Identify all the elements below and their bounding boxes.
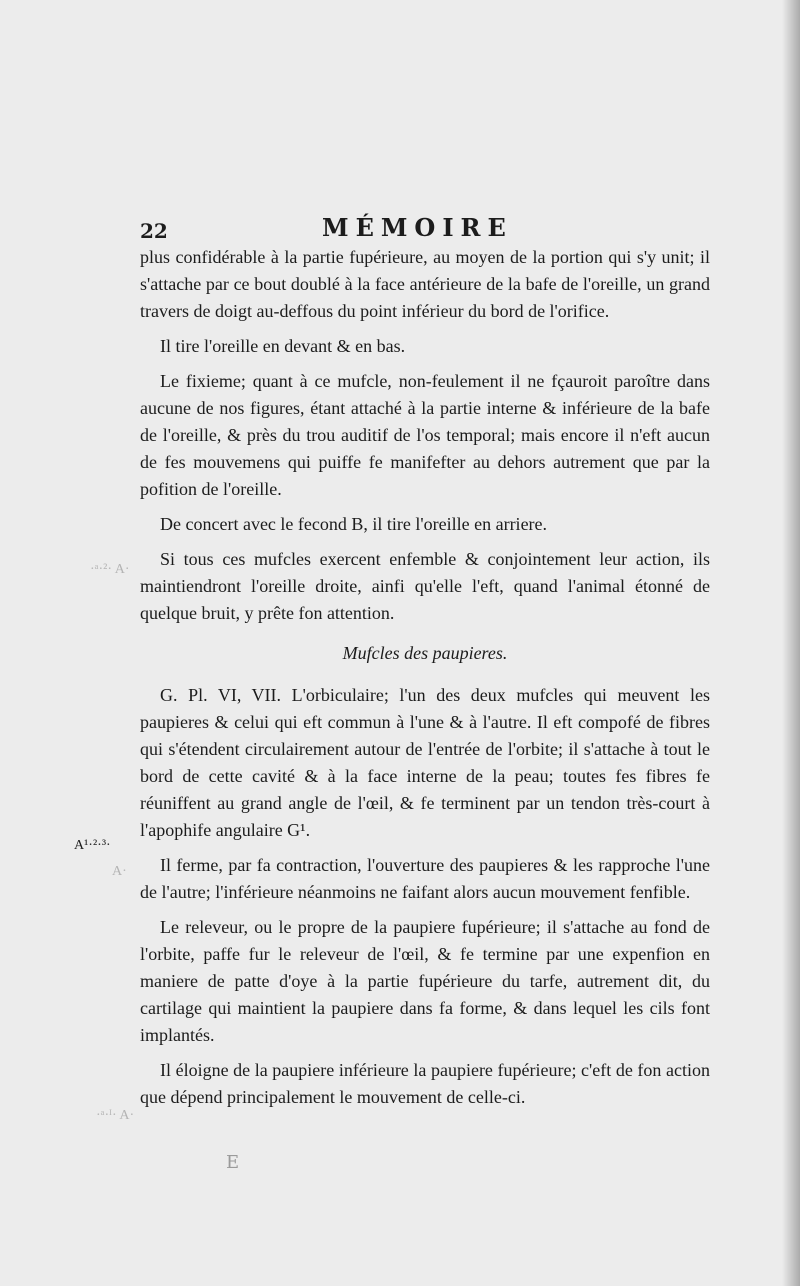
paragraph-6: G. Pl. VI, VII. L'orbiculaire; l'un des deux mufcles qui meuvent les paupieres & celui qui eft commun à l'une & à l'autre. Il eft compofé de fibres qui s'étendent circulairement autour de l'entrée de l'orbite; il s'attache à tout le bord de cette cavité & à la face interne de la peau; toutes fes fibres fe réuniffent au grand angle de l'œil, & fe terminent par un tendon très-court à l'apophife angulaire G¹. bbox=[140, 685, 710, 840]
margin-note-faint-1: ·ᵃ·²· A· bbox=[90, 562, 130, 577]
paragraph-8: Le releveur, ou le propre de la paupiere fupérieure; il s'attache au fond de l'orbite, paffe fur le releveur de l'œil, & fe termine par une expenfion en maniere de patte d'oye à la partie fupérieure du tarfe, autrement dit, du cartilage qui maintient la paupiere dans fa forme, & dans lequel les cils font implantés. bbox=[140, 917, 710, 1045]
paragraph-2: Il tire l'oreille en devant & en bas. bbox=[160, 336, 406, 356]
margin-note-faint-3: ·ᵃ·ᴵ· A· bbox=[96, 1108, 135, 1123]
signature-mark: E bbox=[226, 1152, 240, 1173]
paragraph-4: De concert avec le fecond B, il tire l'oreille en arriere. bbox=[160, 514, 548, 534]
paragraph-5: Si tous ces mufcles exercent enfemble & conjointement leur action, ils maintiendront l'oreille droite, ainfi qu'elle l'eft, quand l'animal étonné de quelque bruit, y prête fon attention. bbox=[140, 549, 710, 623]
section-title: Mufcles des paupieres. bbox=[342, 643, 508, 663]
paragraph-9: Il éloigne de la paupiere inférieure la paupiere fupérieure; c'eft de fon action que dépend principalement le mouvement de celle-ci. bbox=[140, 1060, 710, 1107]
running-title: MÉMOIRE bbox=[322, 213, 513, 242]
page-header bbox=[140, 213, 710, 247]
page-edge-shadow bbox=[782, 0, 800, 1286]
page-body bbox=[140, 244, 710, 1111]
paragraph-7: Il ferme, par fa contraction, l'ouverture des paupieres & les rapproche l'une de l'autre; l'inférieure néanmoins ne faifant alors aucun mouvement fenfible. bbox=[140, 855, 710, 902]
paragraph-1: plus confidérable à la partie fupérieure, au moyen de la portion qui s'y unit; il s'attache par ce bout doublé à la face antérieure de la bafe de l'oreille, un grand travers de doigt au-deffous du point inférieur du bord de l'orifice. bbox=[140, 247, 710, 321]
paragraph-3: Le fixieme; quant à ce mufcle, non-feulement il ne fçauroit paroître dans aucune de nos figures, étant attaché à la partie interne & inférieure de la bafe de l'oreille, & près du trou auditif de l'os temporal; mais encore il n'eft aucun de fes mouvemens qui puiffe fe manifefter au dehors autrement que par la pofition de l'oreille. bbox=[140, 371, 710, 499]
page-number: 22 bbox=[140, 219, 168, 243]
margin-note-faint-2: A· bbox=[112, 864, 127, 879]
margin-note-a: A¹·²·³· bbox=[74, 838, 111, 853]
